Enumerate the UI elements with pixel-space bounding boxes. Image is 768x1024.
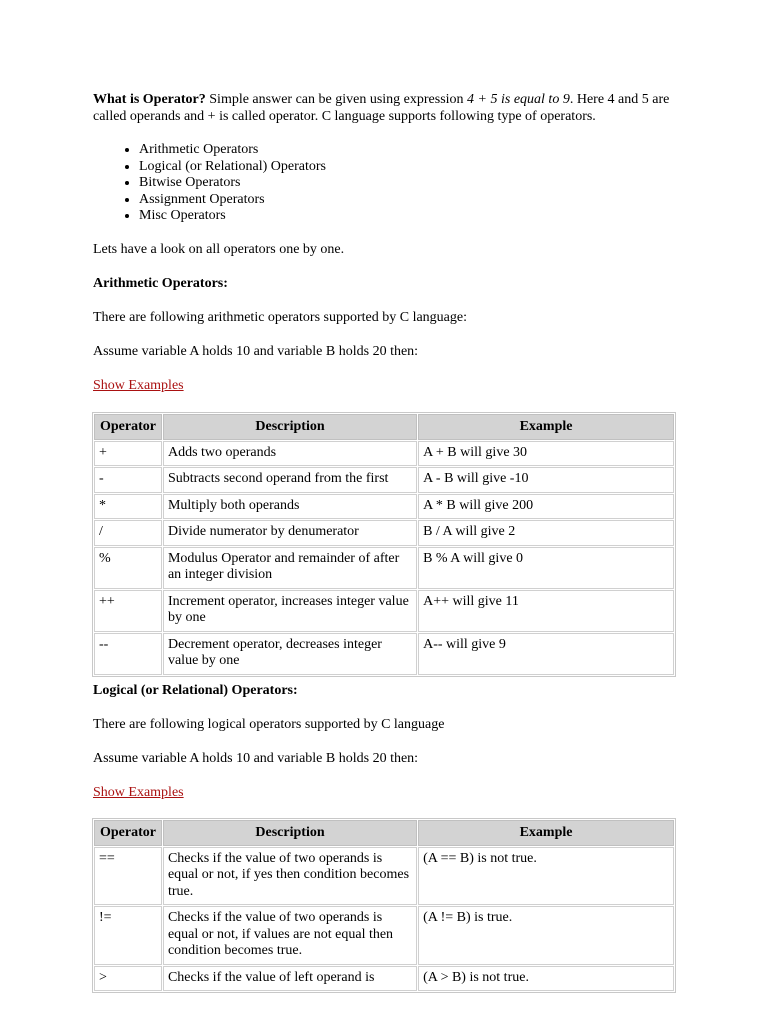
operator-cell: == bbox=[94, 847, 162, 906]
example-cell: A + B will give 30 bbox=[418, 441, 674, 467]
list-item: • Misc Operators bbox=[139, 208, 683, 225]
arithmetic-assume: Assume variable A holds 10 and variable B holds 20 then: bbox=[93, 343, 419, 359]
list-item: • Arithmetic Operators bbox=[139, 142, 683, 159]
table-row bbox=[94, 441, 674, 467]
table-row bbox=[94, 467, 674, 493]
operator-cell: -- bbox=[94, 633, 162, 675]
column-header-example: Example bbox=[418, 820, 674, 846]
intro-paragraph bbox=[93, 92, 683, 125]
example-cell: (A > B) is not true. bbox=[418, 966, 674, 992]
description-cell: Adds two operands bbox=[163, 441, 417, 467]
example-cell: (A != B) is true. bbox=[418, 906, 674, 965]
table-row bbox=[94, 520, 674, 546]
operator-cell: + bbox=[94, 441, 162, 467]
example-cell: B / A will give 2 bbox=[418, 520, 674, 546]
arithmetic-operators-table bbox=[92, 412, 676, 677]
description-cell: Checks if the value of left operand is bbox=[163, 966, 417, 992]
description-cell: Checks if the value of two operands is equal or not, if values are not equal then condition becomes true. bbox=[163, 906, 417, 965]
column-header-description: Description bbox=[163, 820, 417, 846]
list-item: • Assignment Operators bbox=[139, 192, 683, 209]
column-header-description: Description bbox=[163, 414, 417, 440]
intro-lead: What is Operator? bbox=[93, 92, 206, 107]
logical-intro: There are following logical operators supported by C language bbox=[93, 716, 445, 732]
list-item: • Logical (or Relational) Operators bbox=[139, 159, 683, 176]
description-cell: Divide numerator by denumerator bbox=[163, 520, 417, 546]
example-cell: A - B will give -10 bbox=[418, 467, 674, 493]
example-cell: B % A will give 0 bbox=[418, 547, 674, 589]
intro-expression: 4 + 5 is equal to 9 bbox=[467, 92, 570, 107]
description-cell: Checks if the value of two operands is equal or not, if yes then condition becomes true. bbox=[163, 847, 417, 906]
operator-cell: * bbox=[94, 494, 162, 520]
logical-assume: Assume variable A holds 10 and variable B holds 20 then: bbox=[93, 750, 419, 766]
intro-text-2: . Here 4 and 5 are called operands and + is called operator. C language supports following type of operators. bbox=[93, 92, 670, 124]
description-cell: Multiply both operands bbox=[163, 494, 417, 520]
description-cell: Modulus Operator and remainder of after an integer division bbox=[163, 547, 417, 589]
table-row bbox=[94, 547, 674, 589]
operator-cell: > bbox=[94, 966, 162, 992]
table-header-row bbox=[94, 414, 674, 440]
operator-cell: ++ bbox=[94, 590, 162, 632]
table-row bbox=[94, 847, 674, 906]
description-cell: Increment operator, increases integer value by one bbox=[163, 590, 417, 632]
intro-text-1: Simple answer can be given using expression bbox=[205, 92, 468, 107]
example-cell: (A == B) is not true. bbox=[418, 847, 674, 906]
example-cell: A * B will give 200 bbox=[418, 494, 674, 520]
description-cell: Decrement operator, decreases integer value by one bbox=[163, 633, 417, 675]
list-item: • Bitwise Operators bbox=[139, 175, 683, 192]
description-cell: Subtracts second operand from the first bbox=[163, 467, 417, 493]
column-header-operator: Operator bbox=[94, 414, 162, 440]
logical-heading: Logical (or Relational) Operators: bbox=[93, 682, 298, 698]
table-row bbox=[94, 590, 674, 632]
example-cell: A-- will give 9 bbox=[418, 633, 674, 675]
table-row bbox=[94, 906, 674, 965]
table-row bbox=[94, 966, 674, 992]
arithmetic-show-examples-link[interactable]: Show Examples bbox=[93, 377, 184, 393]
column-header-example: Example bbox=[418, 414, 674, 440]
arithmetic-heading: Arithmetic Operators: bbox=[93, 275, 228, 291]
column-header-operator: Operator bbox=[94, 820, 162, 846]
document-page bbox=[93, 92, 683, 993]
arithmetic-intro: There are following arithmetic operators supported by C language: bbox=[93, 309, 467, 325]
table-row bbox=[94, 633, 674, 675]
example-cell: A++ will give 11 bbox=[418, 590, 674, 632]
table-row bbox=[94, 494, 674, 520]
operator-cell: / bbox=[94, 520, 162, 546]
operator-cell: % bbox=[94, 547, 162, 589]
logical-operators-table bbox=[92, 818, 676, 994]
operator-cell: != bbox=[94, 906, 162, 965]
logical-show-examples-link[interactable]: Show Examples bbox=[93, 784, 184, 800]
table-header-row bbox=[94, 820, 674, 846]
operator-types-list bbox=[93, 142, 683, 225]
look-text: Lets have a look on all operators one by one. bbox=[93, 241, 345, 257]
operator-cell: - bbox=[94, 467, 162, 493]
